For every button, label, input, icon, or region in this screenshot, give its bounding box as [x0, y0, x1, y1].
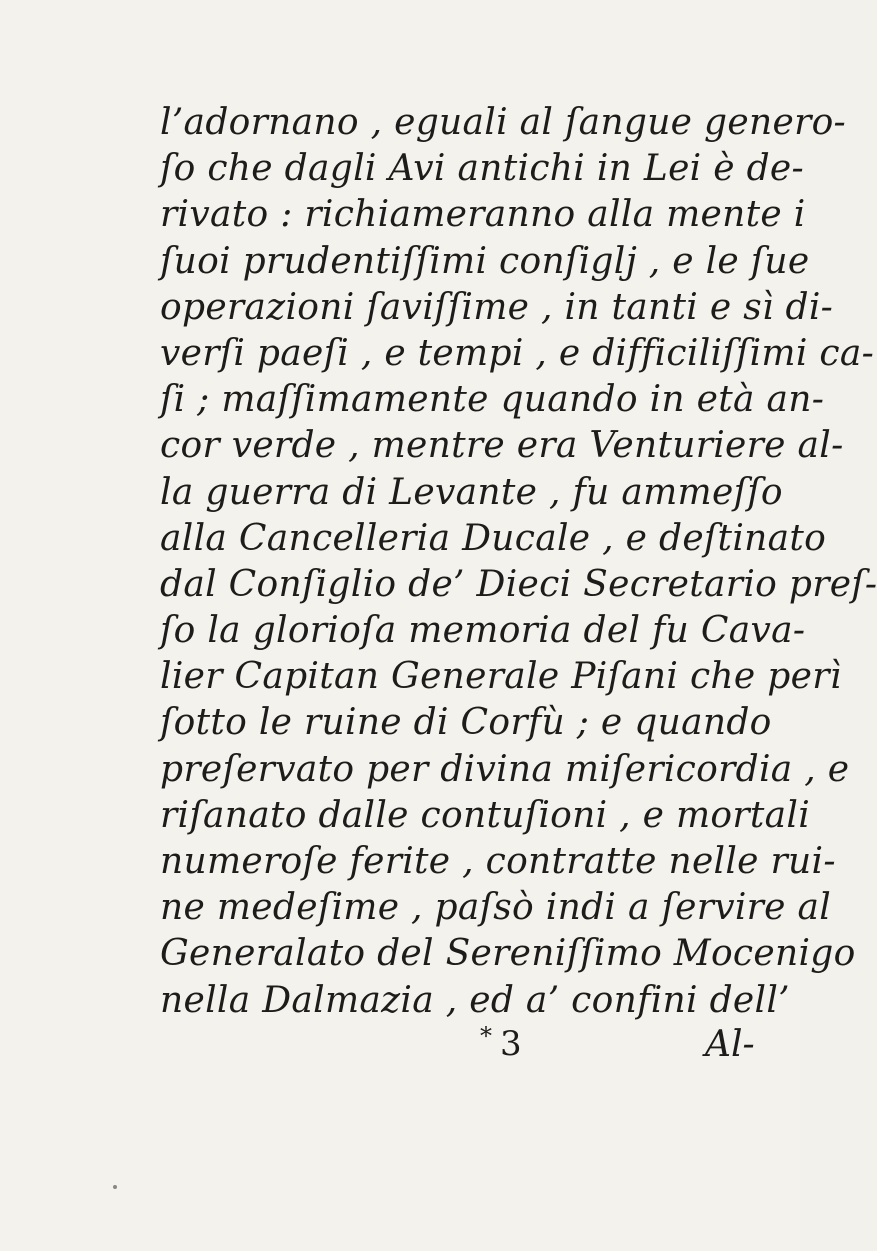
text-line-11: dal Conſiglio de’ Dieci Secretario preſ- [160, 563, 877, 605]
text-line-16: riſanato dalle contuſioni , e mortali [160, 794, 811, 836]
text-line-18: ne medeſime , paſsò indi a ſervire al [160, 887, 832, 929]
text-line-20: nella Dalmazia , ed a’ confini dell’ [160, 979, 790, 1021]
text-line-19: Generalato del Sereniſſimo Mocenigo [160, 933, 856, 975]
text-line-10: alla Cancelleria Ducale , e deſtinato [160, 517, 827, 559]
text-line-12: ſo la glorioſa memoria del fu Cava- [160, 610, 806, 652]
text-line-14: ſotto le ruine di Corfù ; e quando [160, 702, 772, 744]
text-line-4: ſuoi prudentiſſimi conſiglj , e le ſue [160, 240, 810, 282]
text-line-17: numeroſe ferite , contratte nelle rui- [160, 841, 836, 882]
text-line-5: operazioni ſaviſſime , in tanti e sì di- [160, 286, 834, 328]
signature-number: 3 [500, 1024, 522, 1064]
text-line-6: verſi paeſi , e tempi , e difficiliſſimi ca- [160, 332, 875, 374]
text-line-13: lier Capitan Generale Piſani che perì [160, 656, 842, 698]
text-line-2: ſo che dagli Avi antichi in Lei è de- [160, 148, 804, 190]
paper-speck [113, 1185, 117, 1189]
text-line-7: ſi ; maſſimamente quando in età an- [160, 379, 825, 421]
catchword: Al- [705, 1024, 755, 1065]
text-line-8: cor verde , mentre era Venturiere al- [160, 425, 844, 467]
text-line-15: preſervato per divina miſericordia , e [160, 748, 850, 790]
page-footer [160, 1020, 760, 1066]
body-text [160, 100, 877, 1024]
text-line-9: la guerra di Levante , fu ammeſſo [160, 471, 783, 513]
signature-mark: * [480, 1022, 492, 1050]
text-line-1: l’adornano , eguali al ſangue genero- [160, 102, 847, 143]
text-line-3: rivato : richiameranno alla mente i [160, 194, 806, 236]
